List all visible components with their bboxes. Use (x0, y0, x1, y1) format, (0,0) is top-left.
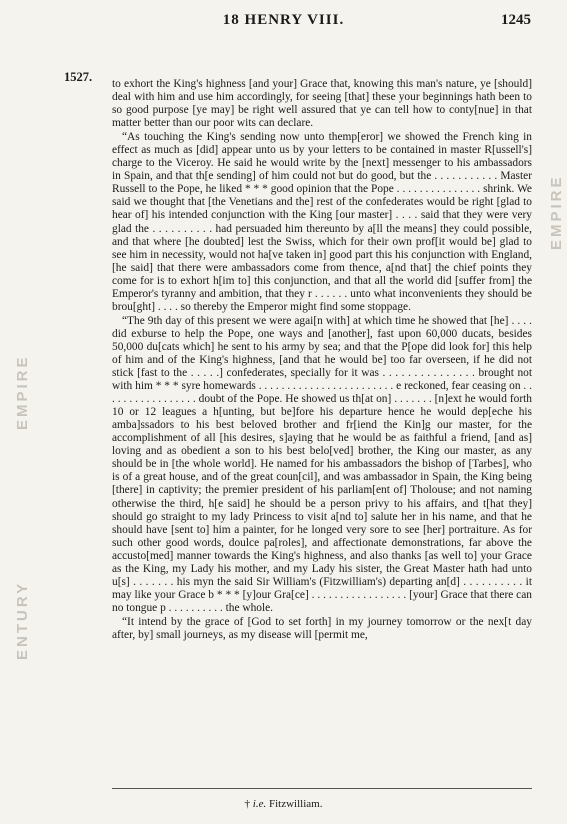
watermark-left-upper: EMPIRE (14, 354, 31, 430)
margin-year: 1527. (64, 70, 93, 84)
paragraph-1: to exhort the King's highness [and your] Grace that, knowing this man's nature, ye [should] deal with him and use him accordingly, for seeing [that] these your beginnings hath been to so good purpose [ye may] be right well assured that ye can tell how to conty[nue] in that matter better than our poor wits can declare. (112, 78, 532, 130)
footnote-rule (112, 788, 532, 789)
paragraph-2: “As touching the King's sending now unto themp[eror] we showed the French king in effect as much as [did] appear unto us by your letters to be contained in master R[ussell's] charge to the Viceroy. He said he would write by the [next] messenger to his ambassadors in Spain, and that th[e sending] of him could not but do good, but the . . . . . . . . . . . Master Russell to the Pope, he liked * * * good opinion that the Pope . . . . . . . . . . . . . . . shrink. We said we thought that [the Venetians and the] rest of the confederates would be right [glad to hear of] his intended conjunction with the King [our master] . . . . said that they were very glad the . . . . . . . . . . had persuaded him thereunto by a[ll the means] they could possible, and that where [he doubted] lest the Swiss, which for their own prof[it would be] glad to see him in necessity, would not ha[ve taken in] good part this his conjunction with England, [he said] that there were ambassadors come from thence, a[nd that] the chief points they come for is to exhort h[im to] this conjunction, and that all the world did [suffer from] the Emperor's tyranny and ambition, that they r . . . . . . unto what inconvenients they should be brou[ght] . . . . so thereby the Emperor might find some stoppage. (112, 131, 532, 313)
watermark-left-lower: ENTURY (14, 580, 31, 660)
footnote-abbrev: i.e. (252, 798, 267, 810)
paragraph-4: “It intend by the grace of [God to set forth] in my journey tomorrow or the nex[t day after, by] small journeys, as my disease will [permit me, (112, 615, 532, 641)
running-head: 18 HENRY VIII. (222, 12, 345, 28)
footnote-text: Fitzwilliam. (268, 798, 323, 810)
footnote-marker: † (244, 798, 251, 810)
watermark-right: EMPIRE (548, 174, 565, 250)
paragraph-3: “The 9th day of this present we were agai[n with] at which time he showed that [he] . . . . did exburse to help the Pope, one ways and [another], fast upon 60,000 ducats, besides 50,000 du[cats which] he sent to his army by sea; and that the P[ope did look for] this help of him and of the King's highness, [and that he would be] too far overseen, if he did not stick [fast to the . . . . .] confederates, specially for it was . . . . . . . . . . . . . . . brought not with him * * * syre homewards . . . . . . . . . . . . . . . . . . . . . . . . e reckoned, fear ceasing on . . . . . . . . . . . . . . . . . doubt of the Pope. He showed us th[at on] . . . . . . . [n]ext he would forth 10 or 12 leagues a h[unting, but be]fore his departure hence he would dep[eche his amba]ssadors to his best beloved brother and fr[iend the Kin]g our master, for the accomplishment of all [his desires, s]aying that he would be as faithful a friend, [and as] loving and as obedient a son to his best belo[ved] brother, the King our master, as any should be in [the whole world]. He named for his ambassadors the bishop of [Tarbes], who is of a great house, and of the great coun[cil], and was ambassador in Spain, the King being [there] in captivity; the premier president of his parliam[ent of] Tholouse; and not naming otherwise the third, h[e said] he should be a person privy to his affairs, and t[hat they] should go straight to my lady Princess to visit a[nd to] salute her in his name, and that he should have [sent to] him a painter, for he longed very sore to see [her] portraiture. As for such other good words, doulce pa[roles], and affectionate demonstrations, far above the accusto[med] manner towards the King's highness, and also thanks [as well to] your Grace as the King, my Lady his mother, and my Lady his sister, the Great Master hath had unto u[s] . . . . . . . his myn the said Sir William's (Fitzwilliam's) departing an[d] . . . . . . . . . . it may like your Grace b * * * [y]our Gra[ce] . . . . . . . . . . . . . . . . . [your] Grace that there can no tongue p . . . . . . . . . . the whole. (112, 314, 532, 614)
body-text (112, 78, 532, 643)
page-number: 1245 (501, 12, 531, 28)
page-header (0, 10, 567, 36)
footnote (0, 798, 567, 810)
